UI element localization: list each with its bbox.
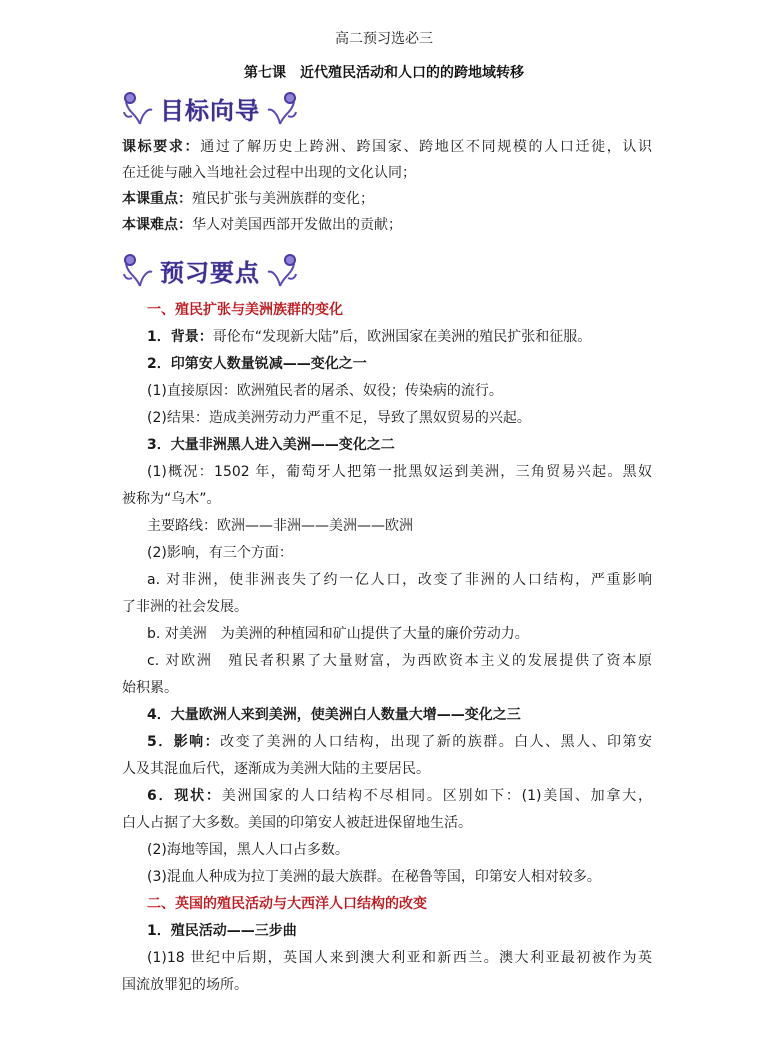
- point-3-overview-line-2: 被称为“乌木”。: [122, 491, 221, 507]
- point-5-line-1: 5．影响：改变了美洲的人口结构，出现了新的族群。白人、黑人、印第安: [147, 734, 652, 750]
- point-3-impact-b: b. 对美洲 为美洲的种植园和矿山提供了大量的廉价劳动力。: [147, 626, 529, 642]
- point-3-impact-a-line-2: 了非洲的社会发展。: [122, 599, 248, 615]
- point-6-line-1: 6．现状：美洲国家的人口结构不尽相同。区别如下：(1)美国、加拿大，: [147, 788, 652, 804]
- goal-keypoint-line: 本课重点：殖民扩张与美洲族群的变化；: [122, 191, 374, 207]
- page-header: 高二预习选必三: [335, 31, 433, 47]
- point-3-impact: (2)影响，有三个方面：: [147, 545, 293, 561]
- banner-goals-label: 目标向导: [160, 95, 260, 125]
- section-1-title: 一、殖民扩张与美洲族群的变化: [147, 302, 343, 318]
- lesson-title: 第七课 近代殖民活动和人口的的跨地域转移: [244, 65, 524, 81]
- point-3-route: 主要路线：欧洲——非洲——美洲——欧洲: [147, 518, 413, 534]
- point-3-impact-a-line-1: a. 对非洲，使非洲丧失了约一亿人口，改变了非洲的人口结构，严重影响: [147, 572, 652, 588]
- point-6-haiti: (2)海地等国，黑人人口占多数。: [147, 842, 349, 858]
- section-2-point-1-line-1: (1)18 世纪中后期，英国人来到澳大利亚和新西兰。澳大利亚最初被作为英: [147, 950, 652, 966]
- point-2-cause: (1)直接原因：欧洲殖民者的屠杀、奴役；传染病的流行。: [147, 383, 503, 399]
- goal-difficulty-line: 本课难点：华人对美国西部开发做出的贡献；: [122, 217, 402, 233]
- banner-goals: [122, 88, 298, 128]
- point-3-overview-line-1: (1)概况：1502 年，葡萄牙人把第一批黑奴运到美洲，三角贸易兴起。黑奴: [147, 464, 652, 480]
- flower-ornament-icon: [262, 250, 298, 290]
- point-3-impact-c-line-2: 始积累。: [122, 680, 178, 696]
- section-2-title: 二、英国的殖民活动与大西洋人口结构的改变: [147, 896, 427, 912]
- section-2-point-1-heading: 1．殖民活动——三步曲: [147, 923, 297, 939]
- point-6-latin-america: (3)混血人种成为拉丁美洲的最大族群。在秘鲁等国，印第安人相对较多。: [147, 869, 601, 885]
- section-2-point-1-line-2: 国流放罪犯的场所。: [122, 977, 248, 993]
- point-2-result: (2)结果：造成美洲劳动力严重不足，导致了黑奴贸易的兴起。: [147, 410, 531, 426]
- point-4-heading: 4．大量欧洲人来到美洲，使美洲白人数量大增——变化之三: [147, 707, 521, 723]
- flower-ornament-icon: [122, 88, 158, 128]
- goal-requirement-line-1: 课标要求：通过了解历史上跨洲、跨国家、跨地区不同规模的人口迁徙，认识: [122, 139, 653, 155]
- point-1-background: 1．背景：哥伦布“发现新大陆”后，欧洲国家在美洲的殖民扩张和征服。: [147, 329, 592, 345]
- point-5-line-2: 人及其混血后代，逐渐成为美洲大陆的主要居民。: [122, 761, 430, 777]
- banner-preview: [122, 250, 298, 290]
- point-6-line-2: 白人占据了大多数。美国的印第安人被赶进保留地生活。: [122, 815, 472, 831]
- goal-requirement-line-2: 在迁徙与融入当地社会过程中出现的文化认同；: [122, 165, 416, 181]
- banner-preview-label: 预习要点: [160, 257, 260, 287]
- point-3-heading: 3．大量非洲黑人进入美洲——变化之二: [147, 437, 395, 453]
- flower-ornament-icon: [262, 88, 298, 128]
- flower-ornament-icon: [122, 250, 158, 290]
- point-2-heading: 2．印第安人数量锐减——变化之一: [147, 356, 367, 372]
- point-3-impact-c-line-1: c. 对欧洲 殖民者积累了大量财富，为西欧资本主义的发展提供了资本原: [147, 653, 652, 669]
